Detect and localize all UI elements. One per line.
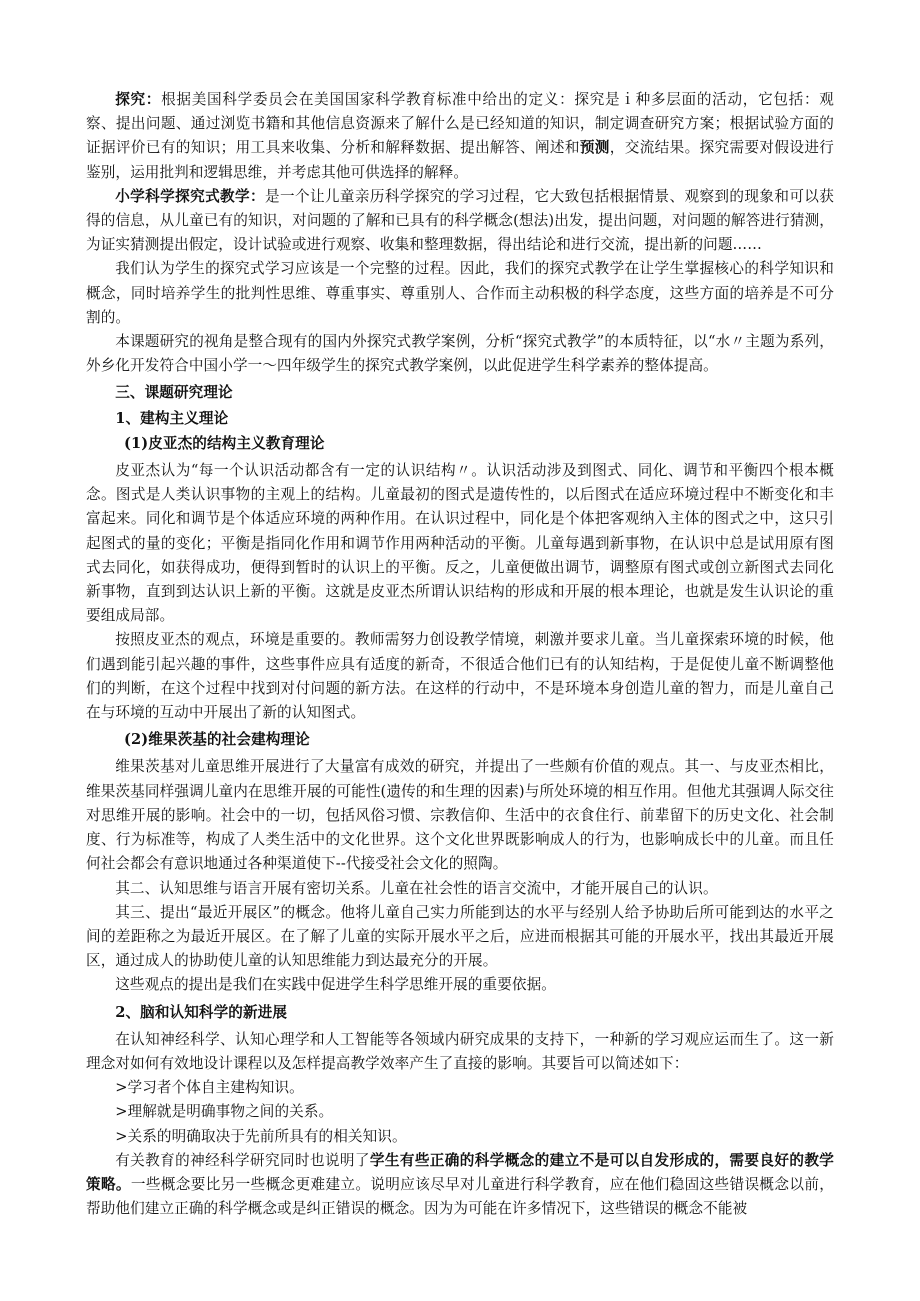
- list-item: >关系的明确取决于先前所具有的相关知识。: [115, 1127, 407, 1145]
- paragraph-inquiry-definition: 探究：根据美国科学委员会在美国国家科学教育标准中给出的定义：探究是ｉ种多层面的活动，它包括：观察、提出问题、通过浏览书籍和其他信息资源来了解什么是已经知道的知识，制定调查研究方案；根据试验方面的证据评价已有的知识；用工具来收集、分析和解释数据、提出解答、阐述和预测，交流结果。探究需要对假设进行鉴别，运用批判和逻辑思维，并考虑其他可供选择的解释。: [86, 91, 834, 181]
- section-heading-theory: 三、课题研究理论: [115, 384, 233, 402]
- list-item: >学习者个体自主建构知识。: [115, 1079, 304, 1097]
- paragraph-research-perspective: 本课题研究的视角是整合现有的国内外探究式教学案例，分析“探究式教学”的本质特征，以“水〃主题为系列，外乡化开发符合中国小学一～四年级学生的探究式教学案例，以此促进学生科学素养的整体提高。: [86, 333, 834, 375]
- paragraph-neuroscience-education: 有关教育的神经科学研究同时也说明了学生有些正确的科学概念的建立不是可以自发形成的，需要良好的教学策略。一些概念要比另一些概念更难建立。说明应该尽早对儿童进行科学教育，应在他们稳固这些错误概念以前，帮助他们建立正确的科学概念或是纠正错误的概念。因为为可能在许多情况下，这些错误的概念不能被: [86, 1151, 835, 1218]
- paragraph-piaget-environment: 按照皮亚杰的观点，环境是重要的。教师需努力创设教学情境，刺激并要求儿童。当儿童探索环境的时候，他们遇到能引起兴趣的事件，这些事件应具有适度的新奇，不很适合他们已有的认知结构，于是促使儿童不断调整他们的判断，在这个过程中找到对付问题的新方法。在这样的行动中，不是环境本身创造儿童的智力，而是儿童自己在与环境的互动中开展出了新的认知图式。: [86, 631, 834, 722]
- subsection-heading-piaget: (1)皮亚杰的结构主义教育理论: [123, 434, 325, 452]
- paragraph-complete-process: 我们认为学生的探究式学习应该是一个完整的过程。因此，我们的探究式教学在让学生掌握核心的科学知识和概念，同时培养学生的批判性思维、尊重事实、尊重别人、合作而主动积极的科学态度，这些方面的培养是不可分割的。: [86, 260, 834, 326]
- list-item: >理解就是明确事物之间的关系。: [115, 1103, 334, 1121]
- paragraph-vygotsky-third: 其三、提出“最近开展区”的概念。他将儿童自己实力所能到达的水平与经别人给予协助后所可能到达的水平之间的差距称之为最近开展区。在了解了儿童的实际开展水平之后，应进而根据其可能的开展水平，找出其最近开展区，通过成人的协助使儿童的认知思维能力到达最充分的开展。: [86, 903, 834, 970]
- term-primary-inquiry-teaching: 小学科学探究式教学：: [115, 187, 265, 205]
- paragraph-vygotsky-second: 其二、认知思维与语言开展有密切关系。儿童在社会性的语言交流中，才能开展自己的认识。: [115, 879, 718, 897]
- subsection-heading-vygotsky: (2)维果茨基的社会建构理论: [123, 731, 310, 749]
- subsection-heading-brain-science: 2、脑和认知科学的新进展: [115, 1003, 288, 1021]
- subsection-heading-constructivism: 1、建构主义理论: [115, 409, 229, 427]
- document-page: [86, 88, 834, 1221]
- paragraph-vygotsky-first: 维果茨基对儿童思维开展进行了大量富有成效的研究，并提出了一些颇有价值的观点。其一、与皮亚杰相比，维果茨基同样强调儿童内在思维开展的可能性(遗传的和生理的因素)与所处环境的相互作用。但他尤其强调人际交往对思维开展的影响。社会中的一切，包括风俗习惯、宗教信仰、生活中的衣食住行、前辈留下的历史文化、社会制度、行为标准等，构成了人类生活中的文化世界。这个文化世界既影响成人的行为，也影响成长中的儿童。而且任何社会都会有意识地通过各种渠道使下--代接受社会文化的照陶。: [86, 758, 834, 873]
- paragraph-learning-view: 在认知神经科学、认知心理学和人工智能等各领域内研究成果的支持下，一种新的学习观应运而生了。这一新理念对如何有效地设计课程以及怎样提高教学效率产生了直接的影响。其要旨可以简述如下：: [86, 1030, 834, 1072]
- paragraph-piaget-theory: 皮亚杰认为“每一个认识活动都含有一定的认识结构〃。认识活动涉及到图式、同化、调节和平衡四个根本概念。图式是人类认识事物的主观上的结构。儿童最初的图式是遗传性的，以后图式在适应环境过程中不断变化和丰富起来。同化和调节是个体适应环境的两种作用。在认识过程中，同化是个体把客观纳入主体的图式之中，这只引起图式的量的变化；平衡是指同化作用和调节作用两种活动的平衡。儿童每遇到新事物，在认识中总是试用原有图式去同化，如获得成功，便得到暂时的认识上的平衡。反之，儿童便做出调节，调整原有图式或创立新图式去同化新事物，直到到达认识上新的平衡。这就是皮亚杰所谓认识结构的形成和开展的根本理论，也就是发生认识论的重要组成局部。: [86, 462, 834, 625]
- term-inquiry: 探究：: [115, 91, 162, 108]
- paragraph-vygotsky-summary: 这些观点的提出是我们在实践中促进学生科学思维开展的重要依据。: [115, 976, 557, 994]
- paragraph-primary-inquiry-teaching: 小学科学探究式教学：是一个让儿童亲历科学探究的学习过程，它大致包括根据情景、观察到的现象和可以获得的信息，从儿童已有的知识，对问题的了解和已具有的科学概念(想法)出发，提出问题，对问题的解答进行猜测，为证实猜测提出假定，设计试验或进行观察、收集和整理数据，得出结论和进行交流，提出新的问题……: [86, 187, 834, 254]
